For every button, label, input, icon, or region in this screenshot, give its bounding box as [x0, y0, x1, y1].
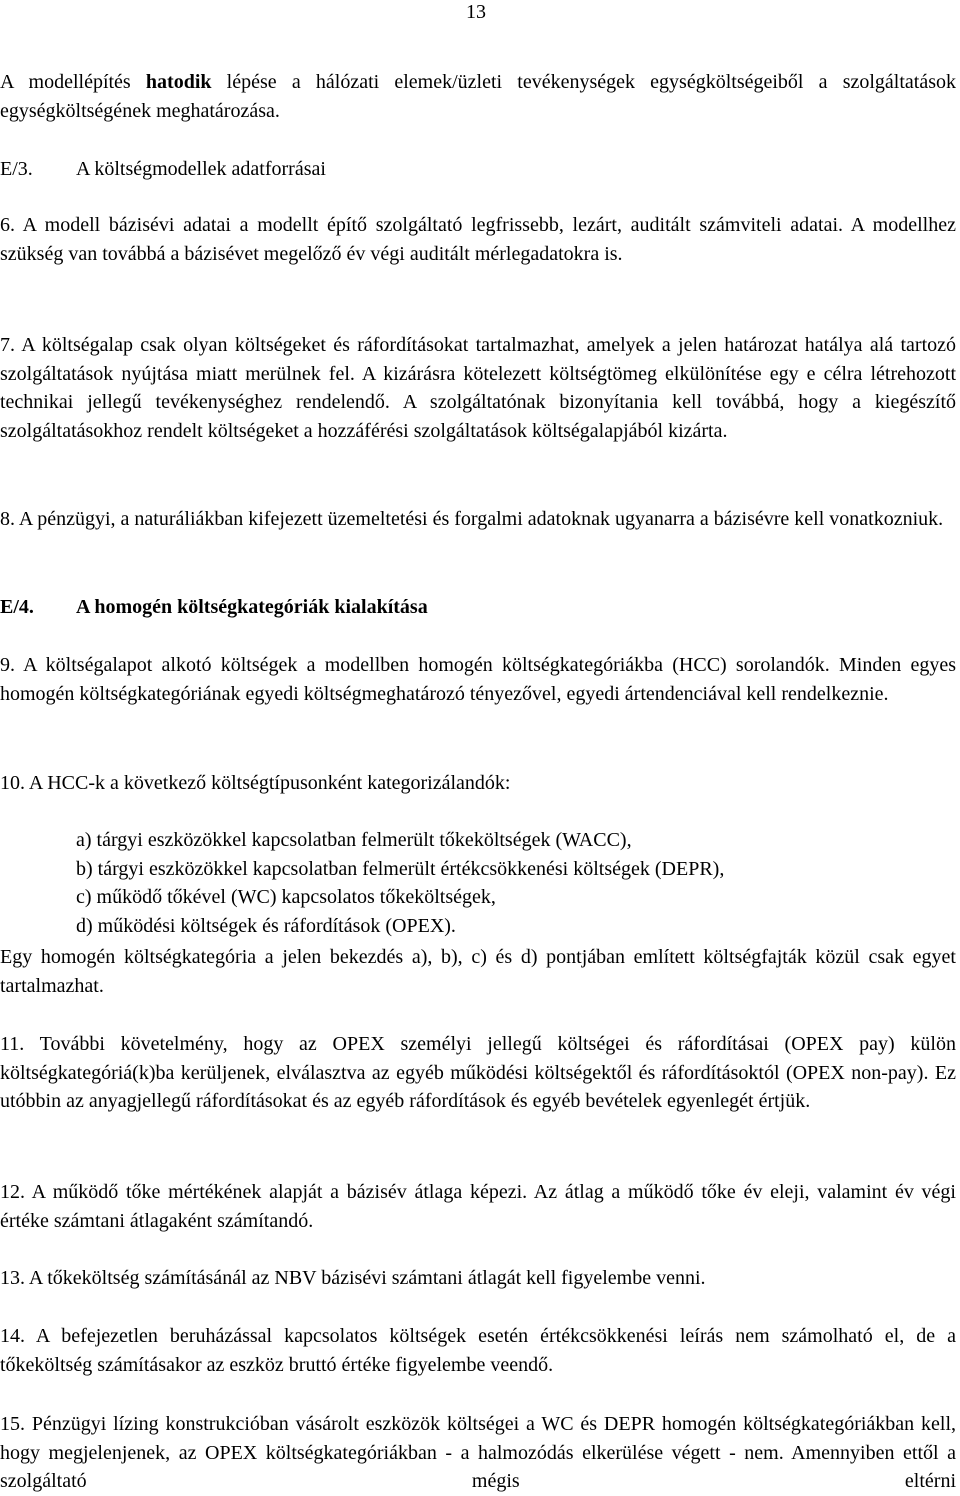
- cost-types-list: [76, 826, 724, 940]
- section-title-e4: A homogén költségkategóriák kialakítása: [76, 596, 428, 618]
- paragraph-8: 8. A pénzügyi, a naturáliákban kifejezett üzemeltetési és forgalmi adatoknak ugyanarra a bázisévre kell vonatkozniuk.: [0, 508, 944, 530]
- page-number: 13: [466, 1, 486, 23]
- paragraph-6: 6. A modell bázisévi adatai a modellt építő szolgáltató legfrissebb, lezárt, auditált számviteli adatai. A modellhez szükség van továbbá a bázisévet megelőző év végi auditált mérlegadatokra is.: [0, 214, 956, 265]
- intro-text-before: A modellépítés: [0, 71, 146, 93]
- paragraph-14: 14. A befejezetlen beruházással kapcsolatos költségek esetén értékcsökkenési leírás nem számolható el, de a tőkeköltség számításakor az eszköz bruttó értéke figyelembe veendő.: [0, 1325, 956, 1376]
- paragraph-15: 15. Pénzügyi lízing konstrukcióban vásárolt eszközök költségei a WC és DEPR homogén költségkategóriákban kell, hogy megjelenjenek, az OPEX költségkategóriákban - a halmozódás elkerülése végett - nem. Amennyiben ettől a szolgáltató mégis eltérni: [0, 1413, 956, 1493]
- paragraph-10-after: Egy homogén költségkategória a jelen bekezdés a), b), c) és d) pontjában említett költségfajták közül csak egyet tartalmazhat.: [0, 946, 956, 997]
- list-item: c) működő tőkével (WC) kapcsolatos tőkeköltségek,: [76, 886, 496, 909]
- section-heading-e4: [0, 593, 428, 621]
- paragraph-11: 11. További követelmény, hogy az OPEX személyi jellegű költségei és ráfordításai (OPEX pay) külön költségkategóriá(k)ba kerüljenek, elválasztva az egyéb működési költségektől és ráfordításoktól (OPEX non-pay). Ez utóbbin az anyagjellegű ráfordításokat és az egyéb ráfordítások és egyéb bevételek egyenlegét értjük.: [0, 1033, 956, 1113]
- paragraph-7: 7. A költségalap csak olyan költségeket és ráfordításokat tartalmazhat, amelyek a jelen határozat hatálya alá tartozó szolgáltatások nyújtása miatt merülnek fel. A kizárásra kötelezett költségtömeg elkülönítése egy e célra létrehozott technikai jellegű tevékenységhez rendelendő. A szolgáltatónak bizonyítania kell továbbá, hogy a kiegészítő szolgáltatásokhoz rendelt költségeket a hozzáférési szolgáltatások költségalapjából kizárta.: [0, 334, 956, 442]
- section-number-e3: E/3.: [0, 158, 33, 180]
- paragraph-9: 9. A költségalapot alkotó költségek a modellben homogén költségkategóriákba (HCC) sorolandók. Minden egyes homogén költségkategóriának egyedi költségmeghatározó tényezővel, egyedi ártendenciával kell rendelkeznie.: [0, 654, 956, 705]
- section-title-e3: A költségmodellek adatforrásai: [76, 158, 326, 180]
- list-item: d) működési költségek és ráfordítások (OPEX).: [76, 914, 456, 937]
- paragraph-12: 12. A működő tőke mértékének alapját a bázisév átlaga képezi. Az átlag a működő tőke év eleji, valamint év végi értéke számtani átlagaként számítandó.: [0, 1181, 956, 1232]
- section-number-e4: E/4.: [0, 596, 34, 618]
- intro-text-after: lépése a hálózati elemek/üzleti tevékenységek egységköltségeiből a szolgáltatások egységköltségének meghatározása.: [0, 71, 957, 122]
- list-item: a) tárgyi eszközökkel kapcsolatban felmerült tőkeköltségek (WACC),: [76, 829, 632, 851]
- intro-bold-word: hatodik: [145, 71, 212, 93]
- paragraph-13: 13. A tőkeköltség számításánál az NBV bázisévi számtani átlagát kell figyelembe venni.: [0, 1267, 706, 1289]
- intro-paragraph: [0, 68, 956, 125]
- paragraph-10: 10. A HCC-k a következő költségtípusonként kategorizálandók:: [0, 772, 511, 794]
- list-item: b) tárgyi eszközökkel kapcsolatban felmerült értékcsökkenési költségek (DEPR),: [76, 857, 725, 880]
- section-heading-e3: [0, 155, 326, 183]
